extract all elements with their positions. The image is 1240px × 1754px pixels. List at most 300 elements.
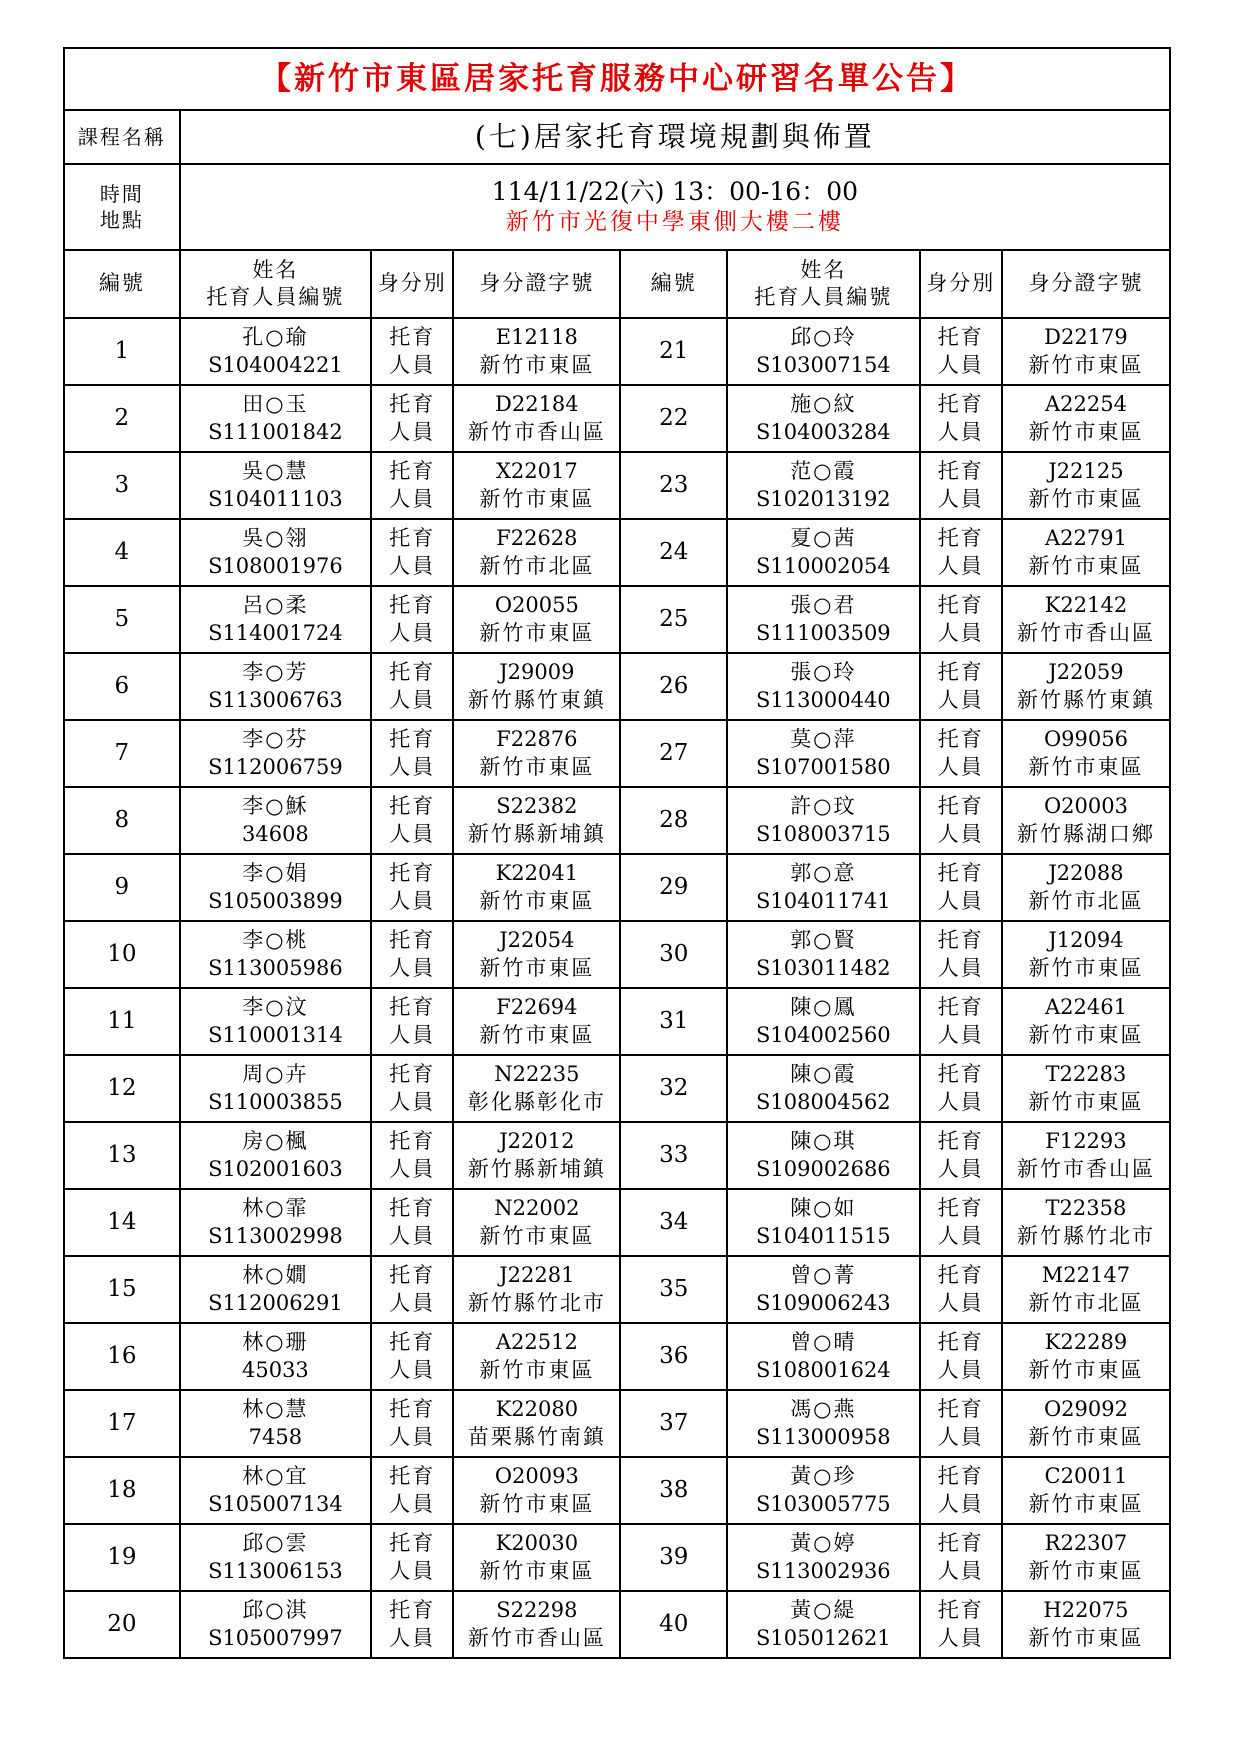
participant-no: 36 — [620, 1323, 727, 1390]
participant-area: 新竹市東區 — [1028, 1491, 1144, 1516]
participant-staff-id: S104011103 — [208, 486, 343, 511]
participant-identity-line1: 托育 — [389, 526, 436, 551]
participant-identity-cell — [371, 1524, 453, 1591]
participant-identity-cell — [371, 1457, 453, 1524]
participant-identity-line2: 人員 — [937, 486, 984, 511]
participant-no: 40 — [620, 1591, 727, 1658]
participant-identity-cell — [371, 787, 453, 854]
participant-name-cell — [727, 1591, 919, 1658]
participant-name: 范○霞 — [790, 459, 857, 484]
participant-no: 2 — [64, 385, 180, 452]
participant-no: 23 — [620, 452, 727, 519]
participant-name-cell — [180, 452, 371, 519]
participant-name: 林○霏 — [242, 1196, 309, 1221]
course-label: 課程名稱 — [64, 110, 180, 164]
participant-no: 21 — [620, 318, 727, 385]
participant-id-prefix: J29009 — [499, 660, 575, 685]
participant-identity-cell — [371, 318, 453, 385]
participant-no: 11 — [64, 988, 180, 1055]
participant-area: 新竹市東區 — [1028, 955, 1144, 980]
participant-no: 16 — [64, 1323, 180, 1390]
participant-no: 13 — [64, 1122, 180, 1189]
participant-name-cell — [180, 653, 371, 720]
participant-name-cell — [727, 1055, 919, 1122]
participant-staff-id: S103007154 — [756, 352, 891, 377]
participant-name: 陳○琪 — [790, 1129, 857, 1154]
participant-identity-line1: 托育 — [389, 325, 436, 350]
participant-name: 李○芳 — [242, 660, 309, 685]
participant-no: 17 — [64, 1390, 180, 1457]
session-time: 114/11/22(六) 13：00-16：00 — [491, 176, 859, 206]
participant-staff-id: S104011741 — [756, 888, 891, 913]
participant-identity-line1: 托育 — [937, 1263, 984, 1288]
participant-identity-line2: 人員 — [389, 1424, 436, 1449]
participant-name-cell — [180, 1323, 371, 1390]
participant-id-cell — [453, 653, 620, 720]
participant-identity-cell — [920, 1055, 1002, 1122]
participant-staff-id: S112006291 — [208, 1290, 343, 1315]
participant-no: 39 — [620, 1524, 727, 1591]
participant-id-prefix: M22147 — [1041, 1263, 1131, 1288]
participant-id-prefix: F12293 — [1045, 1129, 1127, 1154]
course-name: (七)居家托育環境規劃與佈置 — [180, 110, 1170, 164]
participant-identity-line2: 人員 — [389, 1558, 436, 1583]
participant-name: 李○汶 — [242, 995, 309, 1020]
participant-identity-line1: 托育 — [937, 1330, 984, 1355]
participant-identity-line1: 托育 — [389, 928, 436, 953]
participant-area: 新竹市東區 — [479, 352, 595, 377]
table-row — [64, 385, 1170, 452]
participant-area: 新竹市香山區 — [1016, 620, 1155, 645]
participant-id-prefix: N22002 — [494, 1196, 580, 1221]
participant-staff-id: S105003899 — [208, 888, 343, 913]
participant-identity-line1: 托育 — [937, 928, 984, 953]
participant-identity-cell — [371, 1323, 453, 1390]
header-name-line2: 托育人員編號 — [754, 285, 893, 309]
table-row — [64, 653, 1170, 720]
participant-identity-line1: 托育 — [389, 1598, 436, 1623]
participant-id-prefix: D22184 — [495, 392, 579, 417]
participant-name-cell — [727, 921, 919, 988]
participant-name-cell — [727, 988, 919, 1055]
participant-name-cell — [180, 1055, 371, 1122]
participant-id-cell — [453, 1524, 620, 1591]
table-row — [64, 1524, 1170, 1591]
participant-no: 38 — [620, 1457, 727, 1524]
participant-name-cell — [727, 318, 919, 385]
participant-identity-line2: 人員 — [937, 1558, 984, 1583]
participant-identity-line2: 人員 — [937, 419, 984, 444]
participant-name: 夏○茜 — [790, 526, 857, 551]
participant-no: 37 — [620, 1390, 727, 1457]
participant-identity-line1: 托育 — [937, 995, 984, 1020]
participant-identity-line2: 人員 — [937, 1625, 984, 1650]
participant-name-cell — [180, 586, 371, 653]
participant-id-cell — [453, 1390, 620, 1457]
participant-identity-line2: 人員 — [389, 1156, 436, 1181]
participant-identity-line2: 人員 — [389, 419, 436, 444]
participant-id-cell — [453, 452, 620, 519]
participant-identity-line1: 托育 — [389, 1397, 436, 1422]
participant-name: 陳○鳳 — [790, 995, 857, 1020]
participant-staff-id: S110002054 — [756, 553, 891, 578]
participant-identity-cell — [371, 385, 453, 452]
participant-identity-cell — [920, 921, 1002, 988]
participant-staff-id: S110001314 — [208, 1022, 343, 1047]
participant-id-cell — [1002, 318, 1170, 385]
participant-name-cell — [180, 1256, 371, 1323]
participant-area: 新竹市東區 — [1028, 419, 1144, 444]
participant-staff-id: S112006759 — [208, 754, 343, 779]
participant-identity-line1: 托育 — [937, 1129, 984, 1154]
participant-staff-id: S113000958 — [756, 1424, 891, 1449]
participant-id-cell — [1002, 1055, 1170, 1122]
participant-no: 28 — [620, 787, 727, 854]
participant-staff-id: S113006763 — [208, 687, 343, 712]
participant-staff-id: S109002686 — [756, 1156, 891, 1181]
participant-identity-cell — [920, 385, 1002, 452]
participant-identity-cell — [371, 519, 453, 586]
participant-name: 郭○意 — [790, 861, 857, 886]
participant-id-cell — [453, 1189, 620, 1256]
participant-name-cell — [727, 1256, 919, 1323]
participant-identity-cell — [371, 1122, 453, 1189]
participant-no: 7 — [64, 720, 180, 787]
participant-id-prefix: J22125 — [1048, 459, 1124, 484]
participant-no: 32 — [620, 1055, 727, 1122]
participant-name: 林○慧 — [242, 1397, 309, 1422]
participant-name: 曾○晴 — [790, 1330, 857, 1355]
participant-identity-line2: 人員 — [937, 888, 984, 913]
participant-name: 李○桃 — [242, 928, 309, 953]
participant-no: 6 — [64, 653, 180, 720]
participant-no: 33 — [620, 1122, 727, 1189]
participant-name: 黃○婷 — [790, 1531, 857, 1556]
participant-name-cell — [180, 921, 371, 988]
table-row — [64, 1457, 1170, 1524]
participant-area: 新竹市北區 — [479, 553, 595, 578]
participant-identity-cell — [371, 720, 453, 787]
participant-identity-cell — [920, 318, 1002, 385]
participant-name: 邱○淇 — [242, 1598, 309, 1623]
participant-identity-line2: 人員 — [389, 1357, 436, 1382]
participant-area: 新竹市東區 — [479, 754, 595, 779]
participant-staff-id: S108001976 — [208, 553, 343, 578]
participant-id-cell — [1002, 1390, 1170, 1457]
participant-id-prefix: K22142 — [1044, 593, 1128, 618]
participant-name: 陳○如 — [790, 1196, 857, 1221]
participant-id-prefix: S22298 — [496, 1598, 578, 1623]
participant-name: 黃○珍 — [790, 1464, 857, 1489]
participant-id-cell — [453, 921, 620, 988]
participant-name-cell — [180, 1457, 371, 1524]
participant-identity-cell — [920, 1591, 1002, 1658]
participant-id-prefix: F22876 — [496, 727, 578, 752]
participant-identity-cell — [371, 1591, 453, 1658]
table-row — [64, 452, 1170, 519]
participant-id-cell — [1002, 385, 1170, 452]
table-row — [64, 1256, 1170, 1323]
table-row — [64, 1591, 1170, 1658]
participant-id-cell — [1002, 1591, 1170, 1658]
header-name — [727, 250, 919, 318]
participant-area: 新竹市香山區 — [467, 419, 606, 444]
participant-name-cell — [727, 385, 919, 452]
participant-id-prefix: T22358 — [1045, 1196, 1127, 1221]
header-name — [180, 250, 371, 318]
training-roster-table — [63, 47, 1171, 1659]
participant-identity-line1: 托育 — [937, 727, 984, 752]
participant-no: 31 — [620, 988, 727, 1055]
participant-id-prefix: O20055 — [494, 593, 579, 618]
participant-id-cell — [453, 1122, 620, 1189]
header-id-no: 身分證字號 — [1002, 250, 1170, 318]
participant-id-cell — [1002, 452, 1170, 519]
participant-no: 12 — [64, 1055, 180, 1122]
participant-id-prefix: K22080 — [495, 1397, 579, 1422]
participant-id-prefix: D22179 — [1044, 325, 1128, 350]
participant-name: 周○卉 — [242, 1062, 309, 1087]
participant-area: 苗栗縣竹南鎮 — [467, 1424, 606, 1449]
participant-staff-id: S103005775 — [756, 1491, 891, 1516]
table-row — [64, 921, 1170, 988]
participant-identity-cell — [920, 1323, 1002, 1390]
table-row — [64, 854, 1170, 921]
participant-id-prefix: J22012 — [499, 1129, 575, 1154]
participant-no: 4 — [64, 519, 180, 586]
participant-area: 新竹市東區 — [479, 1558, 595, 1583]
participant-identity-line1: 托育 — [937, 593, 984, 618]
participant-id-cell — [1002, 586, 1170, 653]
participant-identity-line2: 人員 — [937, 955, 984, 980]
participant-name: 呂○柔 — [242, 593, 309, 618]
participant-identity-line2: 人員 — [937, 687, 984, 712]
participant-name: 許○玟 — [790, 794, 857, 819]
participant-name: 馮○燕 — [790, 1397, 857, 1422]
participant-id-cell — [1002, 787, 1170, 854]
participant-no: 18 — [64, 1457, 180, 1524]
participant-id-cell — [453, 1055, 620, 1122]
participant-name: 孔○瑜 — [242, 325, 309, 350]
participant-staff-id: S111003509 — [756, 620, 891, 645]
participant-identity-line2: 人員 — [937, 1491, 984, 1516]
participant-no: 8 — [64, 787, 180, 854]
participant-area: 新竹市東區 — [1028, 1357, 1144, 1382]
participant-name-cell — [727, 586, 919, 653]
participant-staff-id: S110003855 — [208, 1089, 343, 1114]
session-place: 新竹市光復中學東側大樓二樓 — [505, 209, 844, 236]
participant-area: 新竹縣竹東鎮 — [1016, 687, 1155, 712]
participant-identity-line1: 托育 — [937, 325, 984, 350]
participant-no: 27 — [620, 720, 727, 787]
participant-identity-line1: 托育 — [389, 1129, 436, 1154]
participant-id-cell — [1002, 854, 1170, 921]
participant-identity-line1: 托育 — [389, 459, 436, 484]
participant-identity-cell — [371, 1256, 453, 1323]
participant-name: 曾○菁 — [790, 1263, 857, 1288]
participant-staff-id: S102013192 — [756, 486, 891, 511]
participant-id-prefix: K20030 — [495, 1531, 579, 1556]
participant-name-cell — [180, 1122, 371, 1189]
participant-staff-id: S108004562 — [756, 1089, 891, 1114]
participant-name-cell — [727, 1122, 919, 1189]
participant-identity-line2: 人員 — [937, 1022, 984, 1047]
participant-id-cell — [1002, 653, 1170, 720]
participant-area: 新竹市東區 — [1028, 1625, 1144, 1650]
participant-staff-id: S111001842 — [208, 419, 343, 444]
participant-identity-line1: 托育 — [937, 1464, 984, 1489]
participant-name: 邱○雲 — [242, 1531, 309, 1556]
participant-identity-cell — [920, 519, 1002, 586]
header-no: 編號 — [64, 250, 180, 318]
participant-staff-id: S113005986 — [208, 955, 343, 980]
participant-name: 李○芬 — [242, 727, 309, 752]
participant-name: 郭○賢 — [790, 928, 857, 953]
participant-name: 林○珊 — [242, 1330, 309, 1355]
participant-identity-cell — [920, 452, 1002, 519]
participant-identity-line2: 人員 — [389, 754, 436, 779]
participant-identity-cell — [920, 720, 1002, 787]
participant-no: 3 — [64, 452, 180, 519]
participant-id-cell — [453, 1323, 620, 1390]
participant-name-cell — [727, 720, 919, 787]
participant-id-cell — [453, 1591, 620, 1658]
participant-identity-line2: 人員 — [389, 1491, 436, 1516]
participant-staff-id: S109006243 — [756, 1290, 891, 1315]
participant-no: 9 — [64, 854, 180, 921]
participant-identity-line2: 人員 — [937, 1089, 984, 1114]
participant-area: 新竹市北區 — [1028, 888, 1144, 913]
participant-id-prefix: S22382 — [496, 794, 578, 819]
participant-identity-line2: 人員 — [937, 1424, 984, 1449]
participant-identity-cell — [920, 854, 1002, 921]
participant-name-cell — [727, 452, 919, 519]
participant-name: 田○玉 — [242, 392, 309, 417]
participant-name-cell — [180, 1390, 371, 1457]
participant-staff-id: S113000440 — [756, 687, 891, 712]
participant-id-cell — [1002, 1457, 1170, 1524]
participant-identity-cell — [920, 653, 1002, 720]
participant-id-cell — [1002, 1256, 1170, 1323]
participant-name-cell — [180, 1189, 371, 1256]
table-row — [64, 787, 1170, 854]
participant-identity-line2: 人員 — [389, 352, 436, 377]
table-row — [64, 586, 1170, 653]
participant-name-cell — [180, 519, 371, 586]
participant-id-prefix: O20003 — [1043, 794, 1128, 819]
participant-area: 新竹縣竹北市 — [467, 1290, 606, 1315]
participant-no: 22 — [620, 385, 727, 452]
participant-identity-line1: 托育 — [937, 1598, 984, 1623]
header-identity: 身分別 — [920, 250, 1002, 318]
participant-no: 35 — [620, 1256, 727, 1323]
participant-identity-line2: 人員 — [389, 1022, 436, 1047]
participant-identity-line1: 托育 — [937, 459, 984, 484]
participant-id-prefix: J22088 — [1048, 861, 1124, 886]
participant-id-prefix: C20011 — [1044, 1464, 1128, 1489]
participant-staff-id: S105007134 — [208, 1491, 343, 1516]
participant-staff-id: 45033 — [241, 1357, 309, 1382]
participant-identity-cell — [371, 1189, 453, 1256]
participant-identity-line1: 托育 — [389, 1464, 436, 1489]
participant-no: 15 — [64, 1256, 180, 1323]
participant-identity-line2: 人員 — [937, 821, 984, 846]
participant-id-prefix: A22461 — [1044, 995, 1127, 1020]
participant-identity-cell — [371, 854, 453, 921]
participant-id-cell — [453, 519, 620, 586]
participant-identity-line2: 人員 — [937, 1357, 984, 1382]
participant-staff-id: S104004221 — [208, 352, 343, 377]
participant-name-cell — [180, 385, 371, 452]
participant-name-cell — [727, 1323, 919, 1390]
table-row — [64, 1055, 1170, 1122]
participant-id-prefix: J22054 — [499, 928, 575, 953]
participant-no: 34 — [620, 1189, 727, 1256]
header-name-line2: 托育人員編號 — [206, 285, 345, 309]
participant-area: 新竹市東區 — [479, 888, 595, 913]
participant-staff-id: S104002560 — [756, 1022, 891, 1047]
participant-name-cell — [180, 1524, 371, 1591]
participant-name: 黃○緹 — [790, 1598, 857, 1623]
participant-id-prefix: R22307 — [1044, 1531, 1128, 1556]
participant-name-cell — [727, 854, 919, 921]
participant-area: 新竹市東區 — [479, 1357, 595, 1382]
participant-identity-line2: 人員 — [937, 754, 984, 779]
participant-id-prefix: F22628 — [496, 526, 578, 551]
participant-name-cell — [180, 988, 371, 1055]
participant-name-cell — [180, 787, 371, 854]
participant-identity-line2: 人員 — [389, 687, 436, 712]
participant-identity-cell — [371, 988, 453, 1055]
participant-identity-cell — [371, 653, 453, 720]
participant-identity-cell — [920, 1256, 1002, 1323]
participant-staff-id: S103011482 — [756, 955, 891, 980]
table-row — [64, 1323, 1170, 1390]
participant-id-prefix: T22283 — [1045, 1062, 1127, 1087]
participant-identity-line1: 托育 — [937, 1531, 984, 1556]
participant-name: 李○娟 — [242, 861, 309, 886]
participant-identity-line1: 托育 — [389, 1330, 436, 1355]
participant-id-prefix: K22041 — [495, 861, 579, 886]
participant-name-cell — [180, 1591, 371, 1658]
participant-identity-cell — [920, 787, 1002, 854]
participant-identity-line1: 托育 — [389, 392, 436, 417]
participant-id-prefix: N22235 — [494, 1062, 580, 1087]
participant-no: 20 — [64, 1591, 180, 1658]
participant-id-cell — [1002, 720, 1170, 787]
column-header-row — [64, 250, 1170, 318]
participant-name: 李○穌 — [242, 794, 309, 819]
participant-id-cell — [1002, 988, 1170, 1055]
participant-id-prefix: J12094 — [1048, 928, 1124, 953]
participant-no: 19 — [64, 1524, 180, 1591]
participant-area: 新竹市東區 — [1028, 486, 1144, 511]
participant-name-cell — [180, 720, 371, 787]
header-name-line1: 姓名 — [800, 257, 847, 282]
participant-id-prefix: J22281 — [499, 1263, 575, 1288]
participant-id-cell — [1002, 1524, 1170, 1591]
participant-name: 邱○玲 — [790, 325, 857, 350]
participant-id-cell — [453, 720, 620, 787]
participant-id-prefix: J22059 — [1048, 660, 1124, 685]
participant-identity-line1: 托育 — [389, 794, 436, 819]
header-id-no: 身分證字號 — [453, 250, 620, 318]
participant-staff-id: S108003715 — [756, 821, 891, 846]
participant-area: 新竹市東區 — [1028, 1424, 1144, 1449]
time-place-label — [64, 164, 180, 250]
participant-id-cell — [453, 1256, 620, 1323]
participant-id-prefix: O99056 — [1043, 727, 1128, 752]
